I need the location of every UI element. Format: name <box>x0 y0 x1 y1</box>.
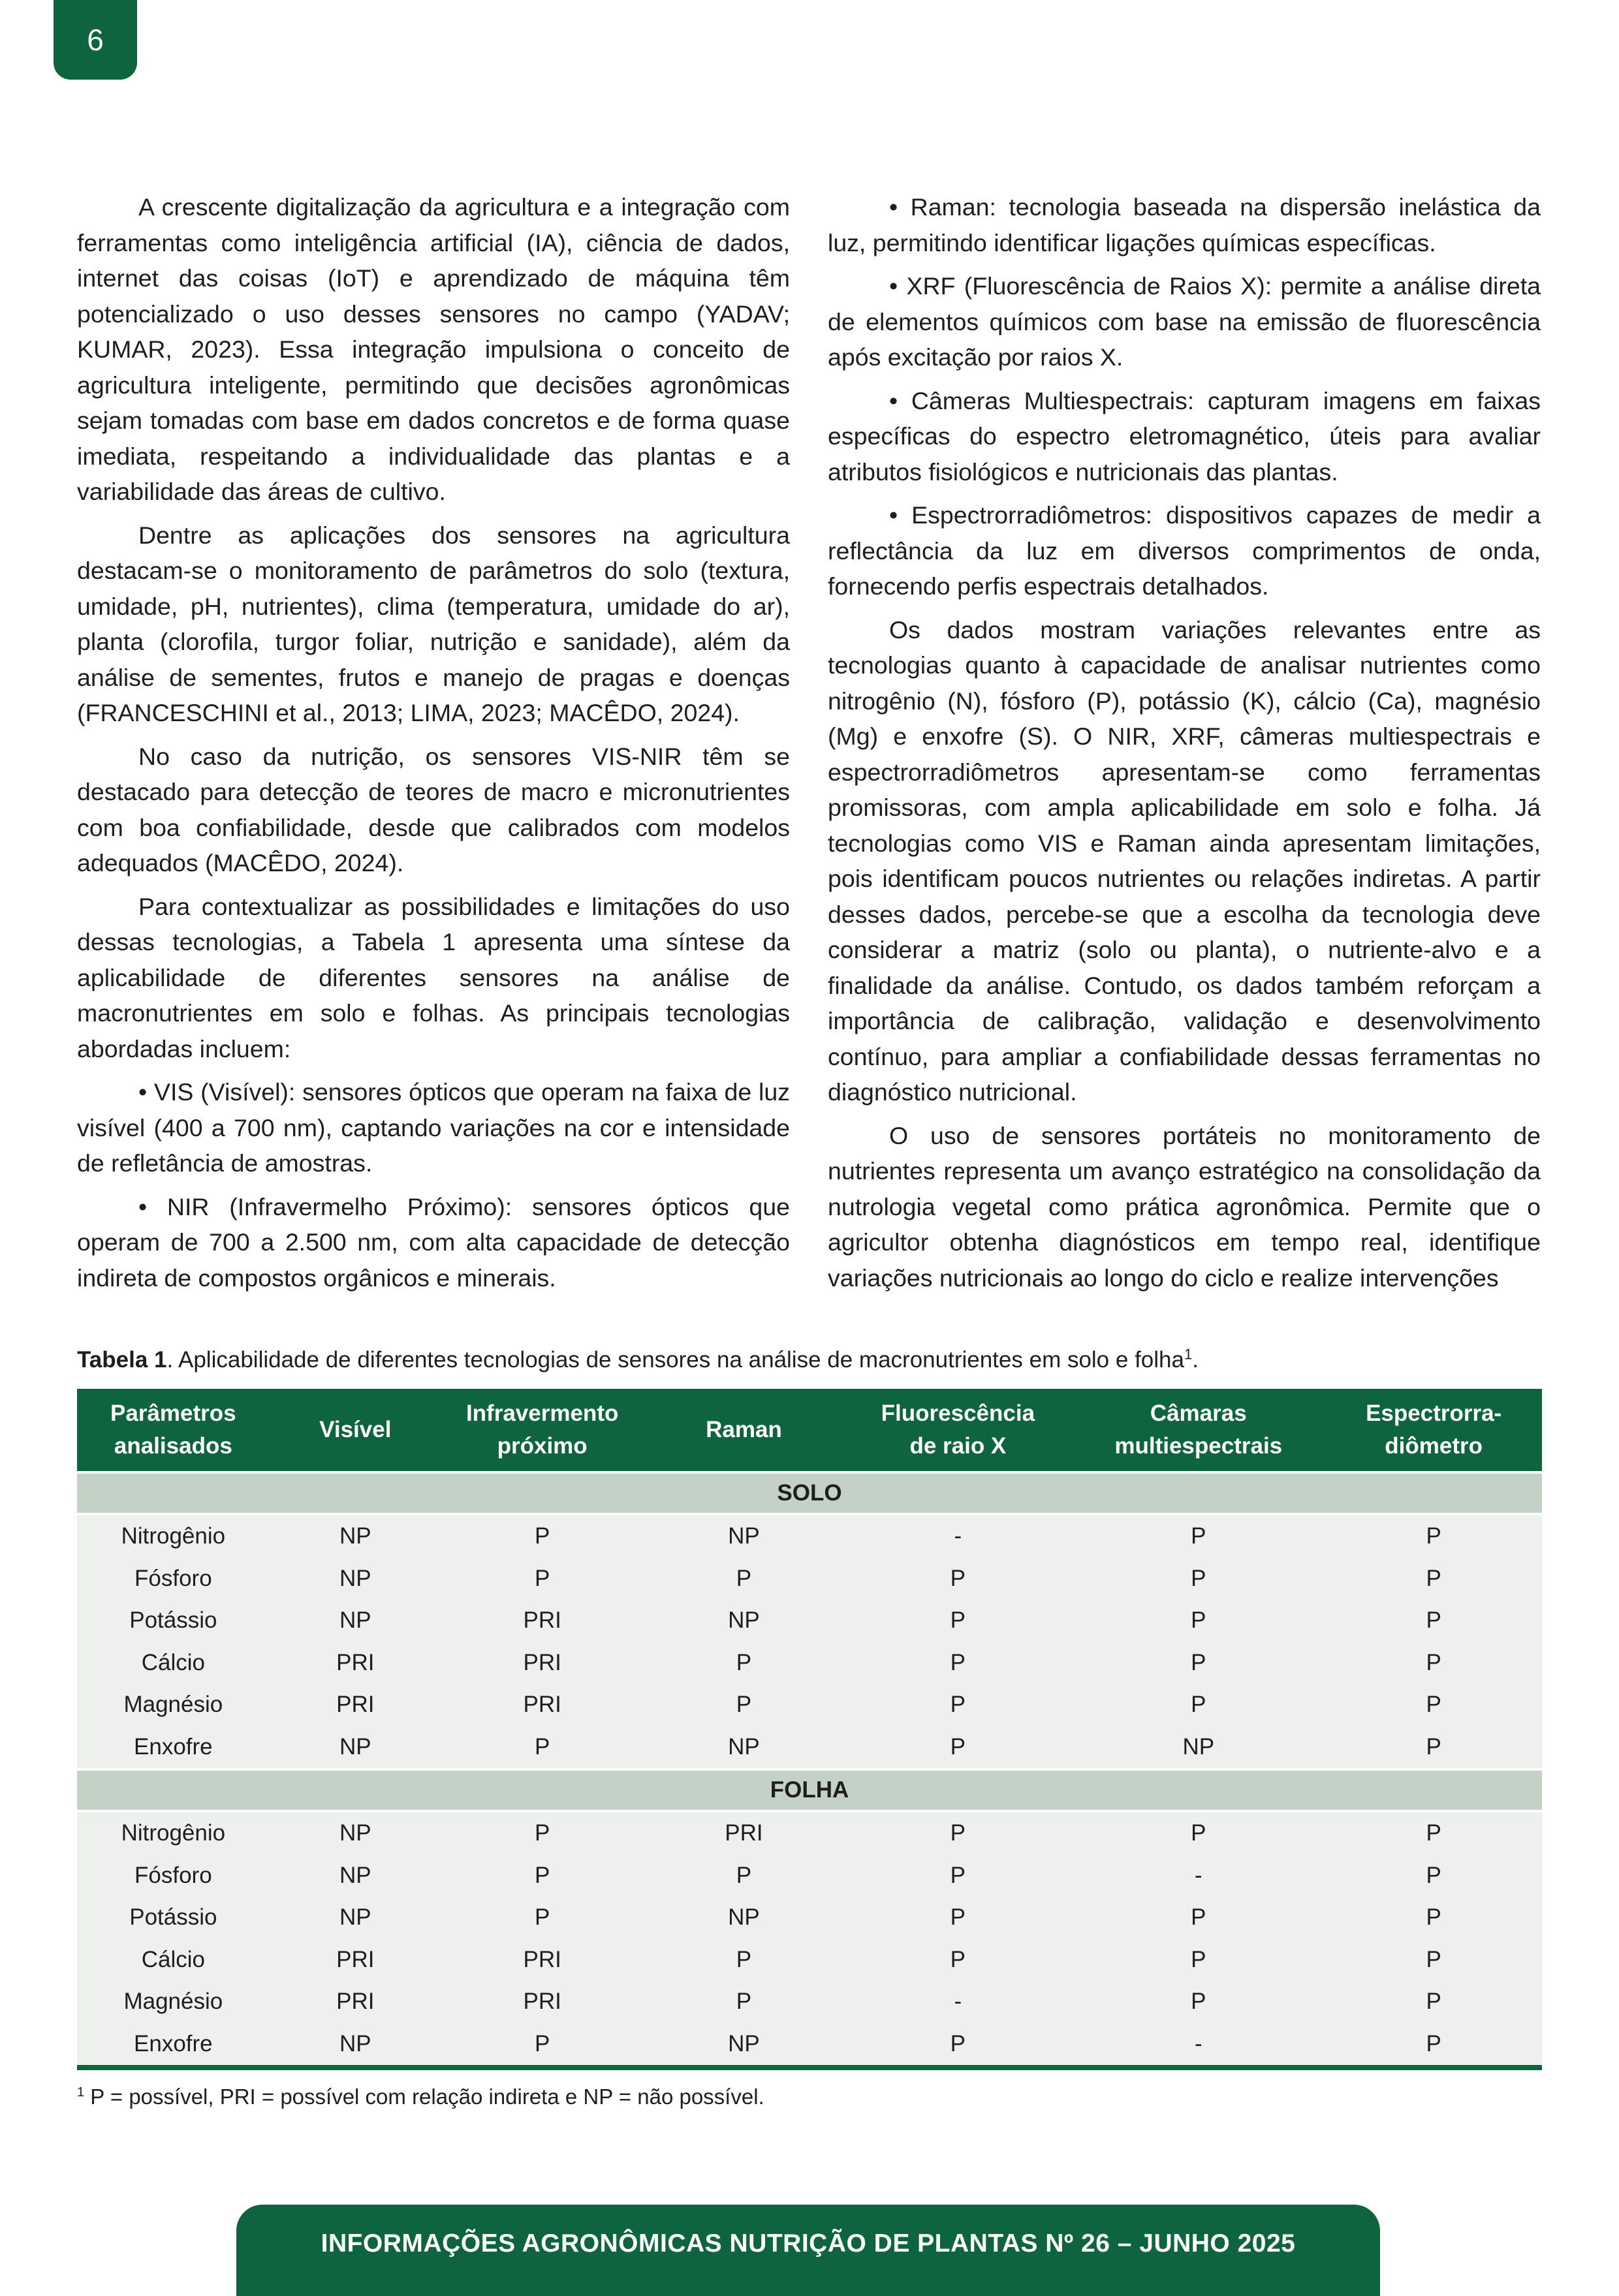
table-cell: P <box>844 1642 1071 1684</box>
paragraph: Para contextualizar as possibilidades e limitações do uso dessas tecnologias, a Tabela 1 apresenta uma síntese da aplicabilidade de diferentes sensores na análise de macronutrientes em solo e folhas. As principais tecnologias abordadas incluem: <box>77 892 790 1063</box>
table-row <box>77 1981 1542 2023</box>
table-cell: NP <box>270 1558 441 1600</box>
table-cell: PRI <box>270 1981 441 2023</box>
table-cell: P <box>1071 1600 1325 1642</box>
table-cell: P <box>1071 1811 1325 1855</box>
table-header-cell <box>270 1389 441 1472</box>
table-section-row <box>77 1472 1542 1514</box>
table-cell: P <box>844 1939 1071 1981</box>
footnote-text: P = possível, PRI = possível com relação indireta e NP = não possível. <box>84 2085 764 2109</box>
table-cell: - <box>1071 1855 1325 1897</box>
table-cell: Magnésio <box>77 1684 270 1726</box>
table-cell: Enxofre <box>77 2023 270 2068</box>
table-cell: Nitrogênio <box>77 1811 270 1855</box>
table-cell: P <box>1071 1981 1325 2023</box>
table-row <box>77 1897 1542 1939</box>
table-row <box>77 1514 1542 1558</box>
table-cell: Nitrogênio <box>77 1514 270 1558</box>
table-header-cell <box>1071 1389 1325 1472</box>
table-cell: P <box>1071 1897 1325 1939</box>
table-cell: P <box>1071 1514 1325 1558</box>
table-row <box>77 1939 1542 1981</box>
table-cell: P <box>844 1897 1071 1939</box>
table-cell: P <box>1325 1811 1542 1855</box>
table-cell: P <box>844 1855 1071 1897</box>
table-caption <box>77 1344 1542 1376</box>
table-cell: P <box>441 1558 644 1600</box>
sensor-table <box>77 1389 1542 2070</box>
table-cell: NP <box>643 1514 844 1558</box>
bullet-xrf: • XRF (Fluorescência de Raios X): permite a análise direta de elementos químicos com base na emissão de fluorescência após excitação por raios X. <box>828 272 1541 371</box>
bullet-raman: • Raman: tecnologia baseada na dispersão inelástica da luz, permitindo identificar ligações químicas específicas. <box>828 193 1541 256</box>
table-cell: Potássio <box>77 1600 270 1642</box>
table-header-line: Fluorescência <box>881 1401 1035 1426</box>
table-cell: PRI <box>441 1600 644 1642</box>
table-header-line: diômetro <box>1385 1433 1483 1459</box>
table-caption-text: . Aplicabilidade de diferentes tecnologias de sensores na análise de macronutrientes em solo e folha <box>166 1347 1184 1373</box>
table-cell: P <box>1325 1726 1542 1770</box>
table-cell: P <box>1071 1684 1325 1726</box>
table-row <box>77 1684 1542 1726</box>
table-header-line: Infravermento <box>465 1401 619 1426</box>
table-cell: P <box>1325 1684 1542 1726</box>
table-cell: PRI <box>270 1642 441 1684</box>
paragraph: No caso da nutrição, os sensores VIS-NIR têm se destacado para detecção de teores de macro e micronutrientes com boa confiabilidade, desde que calibrados com modelos adequados (MACÊDO, 2024). <box>77 742 790 877</box>
table-row <box>77 1642 1542 1684</box>
table-cell: PRI <box>270 1684 441 1726</box>
table-cell: NP <box>643 2023 844 2068</box>
table-row <box>77 1726 1542 1770</box>
table-cell: NP <box>270 1600 441 1642</box>
table-header-line: Raman <box>706 1417 782 1442</box>
table-section-row <box>77 1769 1542 1811</box>
table-cell: P <box>1325 1558 1542 1600</box>
table-cell: P <box>1071 1558 1325 1600</box>
table-section-title: SOLO <box>77 1472 1542 1514</box>
table-cell: P <box>844 1811 1071 1855</box>
table-header-cell <box>844 1389 1071 1472</box>
table-cell: P <box>844 1600 1071 1642</box>
table-cell: Fósforo <box>77 1855 270 1897</box>
table-cell: P <box>643 1939 844 1981</box>
table-cell: Magnésio <box>77 1981 270 2023</box>
table-cell: Cálcio <box>77 1642 270 1684</box>
table-cell: P <box>1325 2023 1542 2068</box>
table-cell: P <box>844 1684 1071 1726</box>
table-row <box>77 1558 1542 1600</box>
table-cell: P <box>441 1811 644 1855</box>
table-cell: NP <box>270 1726 441 1770</box>
table-cell: - <box>844 1981 1071 2023</box>
page-number-tab <box>54 0 137 80</box>
table-cell: P <box>441 1855 644 1897</box>
table-footnote <box>77 2085 764 2109</box>
table-cell: NP <box>1071 1726 1325 1770</box>
paragraph: Os dados mostram variações relevantes entre as tecnologias quanto à capacidade de analisar nutrientes como nitrogênio (N), fósforo (P), potássio (K), cálcio (Ca), magnésio (Mg) e enxofre (S). O NIR, XRF, câmeras multiespectrais e espectrorradiômetros apresentam-se como ferramentas promissoras, com ampla aplicabilidade em solo e folha. Já tecnologias como VIS e Raman ainda apresentam limitações, pois identificam poucos nutrientes ou relações indiretas. A partir desses dados, percebe-se que a escolha da tecnologia deve considerar a matriz (solo ou planta), o nutriente-alvo e a finalidade da análise. Contudo, os dados também reforçam a importância de calibração, validação e desenvolvimento contínuo, para ampliar a confiabilidade dessas ferramentas no diagnóstico nutricional. <box>828 615 1541 1106</box>
table-header-cell <box>77 1389 270 1472</box>
table-cell: P <box>1325 1897 1542 1939</box>
table-cell: P <box>643 1684 844 1726</box>
table-cell: NP <box>270 1811 441 1855</box>
footer-bar <box>236 2205 1380 2296</box>
left-column <box>77 189 790 1303</box>
table-caption-label: Tabela 1 <box>77 1347 167 1373</box>
table-header-cell <box>441 1389 644 1472</box>
table-cell: PRI <box>441 1642 644 1684</box>
table-cell: P <box>441 1514 644 1558</box>
footer-text: INFORMAÇÕES AGRONÔMICAS NUTRIÇÃO DE PLANTAS Nº 26 – JUNHO 2025 <box>321 2229 1296 2257</box>
table-cell: P <box>844 1726 1071 1770</box>
table-caption-sup: 1 <box>1184 1346 1193 1363</box>
table-cell: P <box>1325 1855 1542 1897</box>
footnote-sup: 1 <box>77 2085 85 2100</box>
right-column <box>828 189 1541 1303</box>
table-cell: P <box>1325 1600 1542 1642</box>
table-cell: P <box>643 1981 844 2023</box>
table-cell: P <box>844 2023 1071 2068</box>
table-cell: P <box>1325 1514 1542 1558</box>
table-cell: PRI <box>441 1684 644 1726</box>
table-cell: Potássio <box>77 1897 270 1939</box>
table-cell: NP <box>643 1897 844 1939</box>
table-cell: P <box>1325 1642 1542 1684</box>
table-caption-end: . <box>1192 1347 1199 1373</box>
table-header-row <box>77 1389 1542 1472</box>
table-header-line: multiespectrais <box>1114 1433 1283 1459</box>
table-cell: - <box>1071 2023 1325 2068</box>
table-cell: NP <box>643 1600 844 1642</box>
paragraph: Dentre as aplicações dos sensores na agricultura destacam-se o monitoramento de parâmetros do solo (textura, umidade, pH, nutrientes), clima (temperatura, umidade do ar), planta (clorofila, turgor foliar, nutrição e sanidade), além da análise de sementes, frutos e manejo de pragas e doenças (FRANCESCHINI et al., 2013; LIMA, 2023; MACÊDO, 2024). <box>77 521 790 726</box>
table-header-line: Câmaras <box>1150 1401 1247 1426</box>
table-cell: NP <box>270 1855 441 1897</box>
bullet-vis: • VIS (Visível): sensores ópticos que operam na faixa de luz visível (400 a 700 nm), captando variações na cor e intensidade de refletância de amostras. <box>77 1078 790 1177</box>
table-cell: PRI <box>441 1939 644 1981</box>
table-row <box>77 2023 1542 2068</box>
table-cell: P <box>1071 1642 1325 1684</box>
table-cell: PRI <box>270 1939 441 1981</box>
table-row <box>77 1811 1542 1855</box>
table-cell: NP <box>270 2023 441 2068</box>
table-header-line: Visível <box>319 1417 392 1442</box>
table-cell: P <box>643 1855 844 1897</box>
table-cell: - <box>844 1514 1071 1558</box>
table-cell: P <box>441 2023 644 2068</box>
table-cell: P <box>1071 1939 1325 1981</box>
table-row <box>77 1855 1542 1897</box>
table-cell: Cálcio <box>77 1939 270 1981</box>
bullet-multispectral: • Câmeras Multiespectrais: capturam imagens em faixas específicas do espectro eletromagnético, úteis para avaliar atributos fisiológicos e nutricionais das plantas. <box>828 386 1541 486</box>
table-header-cell <box>1325 1389 1542 1472</box>
table-cell: NP <box>643 1726 844 1770</box>
table-header-line: Espectrorra- <box>1366 1401 1502 1426</box>
page-number: 6 <box>87 23 104 57</box>
table-header-line: Parâmetros <box>110 1401 236 1426</box>
table-row <box>77 1600 1542 1642</box>
table-cell: Fósforo <box>77 1558 270 1600</box>
table-cell: Enxofre <box>77 1726 270 1770</box>
table-cell: PRI <box>441 1981 644 2023</box>
table-cell: P <box>844 1558 1071 1600</box>
table-cell: P <box>643 1558 844 1600</box>
table-cell: P <box>643 1642 844 1684</box>
table-cell: NP <box>270 1897 441 1939</box>
table-cell: P <box>441 1897 644 1939</box>
table-header-line: de raio X <box>909 1433 1007 1459</box>
table-cell: NP <box>270 1514 441 1558</box>
table-header-cell <box>643 1389 844 1472</box>
bullet-spectroradiometer: • Espectrorradiômetros: dispositivos capazes de medir a reflectância da luz em diversos comprimentos de onda, fornecendo perfis espectrais detalhados. <box>828 501 1541 600</box>
table-header-line: analisados <box>114 1433 232 1459</box>
table-cell: P <box>1325 1981 1542 2023</box>
bullet-nir: • NIR (Infravermelho Próximo): sensores ópticos que operam de 700 a 2.500 nm, com alta capacidade de detecção indireta de compostos orgânicos e minerais. <box>77 1192 790 1292</box>
paragraph: A crescente digitalização da agricultura e a integração com ferramentas como inteligência artificial (IA), ciência de dados, internet das coisas (IoT) e aprendizado de máquina têm potencializado o uso desses sensores no campo (YADAV; KUMAR, 2023). Essa integração impulsiona o conceito de agricultura inteligente, permitindo que decisões agronômicas sejam tomadas com base em dados concretos e de forma quase imediata, respeitando a individualidade das plantas e a variabilidade das áreas de cultivo. <box>77 193 790 505</box>
table-section-title: FOLHA <box>77 1769 1542 1811</box>
table-header-line: próximo <box>497 1433 588 1459</box>
table-cell: P <box>441 1726 644 1770</box>
table-cell: PRI <box>643 1811 844 1855</box>
paragraph: O uso de sensores portáteis no monitoramento de nutrientes representa um avanço estratégico na consolidação da nutrologia vegetal como prática agronômica. Permite que o agricultor obtenha diagnósticos em tempo real, identifique variações nutricionais ao longo do ciclo e realize intervenções <box>828 1121 1541 1292</box>
table-cell: P <box>1325 1939 1542 1981</box>
